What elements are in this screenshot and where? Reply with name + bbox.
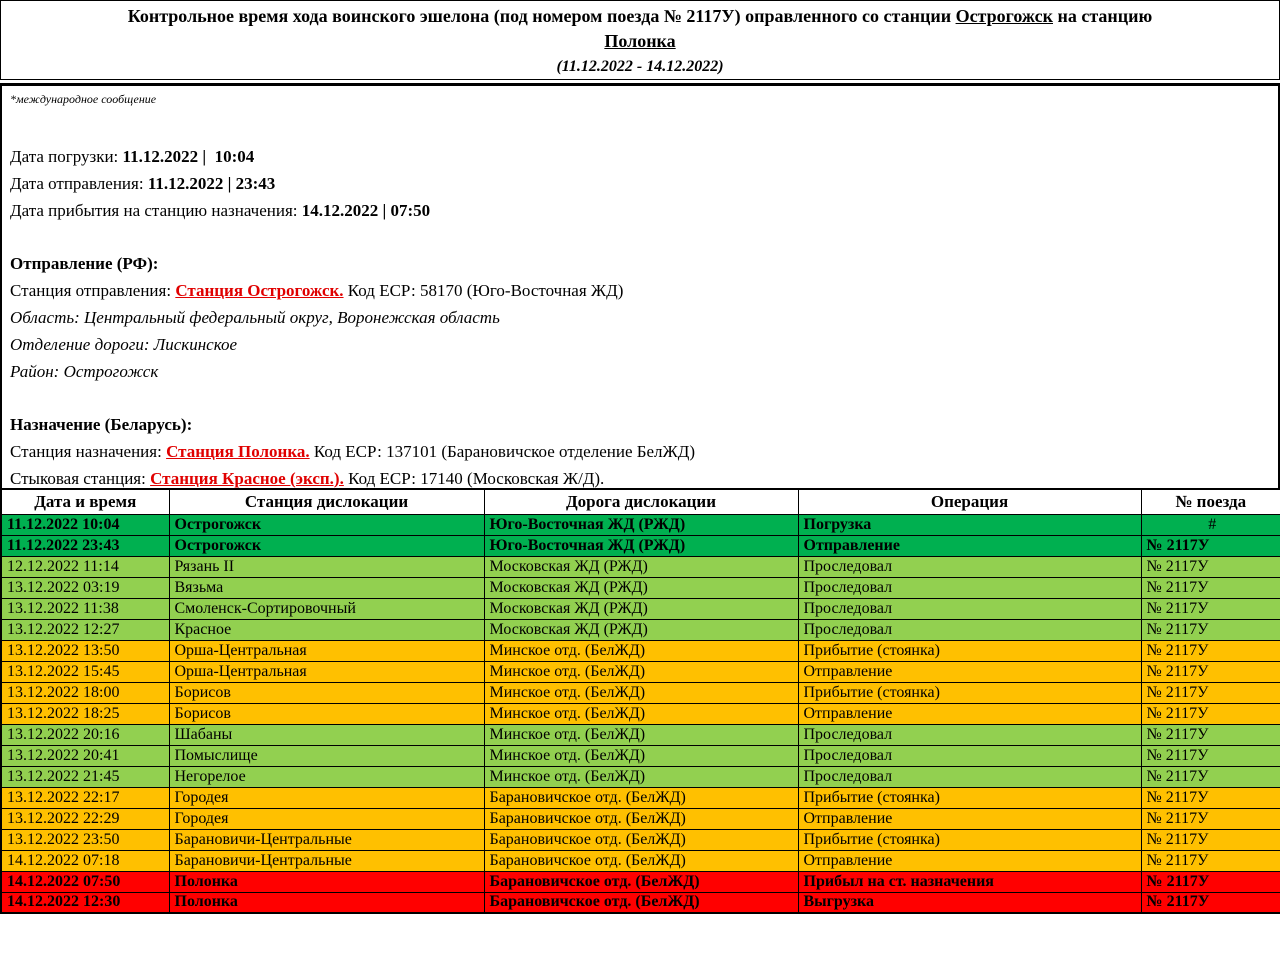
cell-train-number: № 2117У <box>1141 661 1280 682</box>
cell-operation: Прибытие (стоянка) <box>798 829 1141 850</box>
title-text-part2: на станцию <box>1053 6 1153 26</box>
cell-train-number: № 2117У <box>1141 577 1280 598</box>
cell-road: Минское отд. (БелЖД) <box>484 682 798 703</box>
departure-district-line: Район: Острогожск <box>10 362 159 381</box>
cell-train-number: № 2117У <box>1141 787 1280 808</box>
departure-date-label: Дата отправления: <box>10 174 148 193</box>
cell-operation: Прибытие (стоянка) <box>798 682 1141 703</box>
header-operation: Операция <box>798 489 1141 514</box>
destination-station-line <box>10 438 1270 465</box>
departure-region-line: Область: Центральный федеральный округ, Воронежская область <box>10 308 500 327</box>
cell-train-number: № 2117У <box>1141 682 1280 703</box>
header-road: Дорога дислокации <box>484 489 798 514</box>
departure-division-line: Отделение дороги: Лискинское <box>10 335 238 354</box>
destination-section <box>10 411 1270 492</box>
cell-road: Барановичское отд. (БелЖД) <box>484 871 798 892</box>
cell-station: Борисов <box>169 703 484 724</box>
departure-section-heading: Отправление (РФ): <box>10 254 159 273</box>
table-row <box>1 703 1280 724</box>
cell-station: Смоленск-Сортировочный <box>169 598 484 619</box>
junction-station-label: Стыковая станция: <box>10 469 151 488</box>
cell-station: Рязань II <box>169 556 484 577</box>
cell-train-number: № 2117У <box>1141 703 1280 724</box>
cell-station: Полонка <box>169 871 484 892</box>
title-destination-station: Полонка <box>604 31 676 51</box>
cell-train-number: № 2117У <box>1141 745 1280 766</box>
cell-road: Барановичское отд. (БелЖД) <box>484 892 798 913</box>
document-title-block <box>0 0 1280 80</box>
dislocation-table <box>0 488 1280 914</box>
departure-section <box>10 250 1270 385</box>
table-header-row <box>1 489 1280 514</box>
table-row <box>1 535 1280 556</box>
cell-station: Городея <box>169 808 484 829</box>
cell-datetime: 14.12.2022 07:18 <box>1 850 169 871</box>
table-row <box>1 640 1280 661</box>
cell-road: Юго-Восточная ЖД (РЖД) <box>484 514 798 535</box>
cell-station: Вязьма <box>169 577 484 598</box>
cell-station: Красное <box>169 619 484 640</box>
cell-station: Борисов <box>169 682 484 703</box>
cell-station: Острогожск <box>169 535 484 556</box>
cell-train-number: # <box>1141 514 1280 535</box>
departure-station-rest: Код ЕСР: 58170 (Юго-Восточная ЖД) <box>343 281 624 300</box>
table-row <box>1 871 1280 892</box>
cell-road: Минское отд. (БелЖД) <box>484 724 798 745</box>
cell-road: Минское отд. (БелЖД) <box>484 640 798 661</box>
cell-road: Минское отд. (БелЖД) <box>484 661 798 682</box>
table-body <box>1 514 1280 913</box>
cell-road: Московская ЖД (РЖД) <box>484 577 798 598</box>
cell-operation: Отправление <box>798 808 1141 829</box>
cell-station: Острогожск <box>169 514 484 535</box>
departure-date-line <box>10 170 1270 197</box>
destination-section-heading: Назначение (Беларусь): <box>10 415 193 434</box>
arrival-date-value: 14.12.2022 | 07:50 <box>301 201 431 220</box>
departure-station-line <box>10 277 1270 304</box>
header-datetime: Дата и время <box>1 489 169 514</box>
loading-date-line <box>10 143 1270 170</box>
cell-station: Шабаны <box>169 724 484 745</box>
cell-train-number: № 2117У <box>1141 556 1280 577</box>
cell-road: Барановичское отд. (БелЖД) <box>484 850 798 871</box>
table-row <box>1 787 1280 808</box>
header-station: Станция дислокации <box>169 489 484 514</box>
table-row <box>1 808 1280 829</box>
cell-operation: Прибытие (стоянка) <box>798 787 1141 808</box>
cell-datetime: 13.12.2022 20:41 <box>1 745 169 766</box>
table-row <box>1 892 1280 913</box>
cell-datetime: 14.12.2022 12:30 <box>1 892 169 913</box>
cell-station: Орша-Центральная <box>169 661 484 682</box>
loading-date-value: 11.12.2022 | 10:04 <box>122 147 255 166</box>
cell-road: Московская ЖД (РЖД) <box>484 598 798 619</box>
table-row <box>1 850 1280 871</box>
cell-datetime: 13.12.2022 13:50 <box>1 640 169 661</box>
cell-datetime: 13.12.2022 11:38 <box>1 598 169 619</box>
cell-station: Барановичи-Центральные <box>169 850 484 871</box>
key-dates-block <box>10 143 1270 224</box>
cell-operation: Проследовал <box>798 598 1141 619</box>
cell-road: Московская ЖД (РЖД) <box>484 556 798 577</box>
destination-station-link[interactable]: Станция Полонка. <box>166 442 310 461</box>
cell-station: Помыслище <box>169 745 484 766</box>
cell-datetime: 11.12.2022 23:43 <box>1 535 169 556</box>
cell-road: Барановичское отд. (БелЖД) <box>484 787 798 808</box>
cell-operation: Проследовал <box>798 766 1141 787</box>
table-row <box>1 598 1280 619</box>
cell-operation: Проследовал <box>798 724 1141 745</box>
cell-datetime: 13.12.2022 18:25 <box>1 703 169 724</box>
international-note: *международное сообщение <box>10 92 157 106</box>
destination-station-rest: Код ЕСР: 137101 (Барановичское отделение БелЖД) <box>309 442 696 461</box>
cell-road: Барановичское отд. (БелЖД) <box>484 829 798 850</box>
table-row <box>1 661 1280 682</box>
cell-operation: Выгрузка <box>798 892 1141 913</box>
cell-train-number: № 2117У <box>1141 640 1280 661</box>
cell-train-number: № 2117У <box>1141 598 1280 619</box>
table-row <box>1 724 1280 745</box>
title-destination-line <box>11 29 1269 54</box>
cell-train-number: № 2117У <box>1141 871 1280 892</box>
cell-operation: Отправление <box>798 703 1141 724</box>
departure-station-label: Станция отправления: <box>10 281 176 300</box>
junction-station-rest: Код ЕСР: 17140 (Московская Ж/Д). <box>343 469 605 488</box>
cell-operation: Отправление <box>798 850 1141 871</box>
cell-station: Городея <box>169 787 484 808</box>
cell-datetime: 11.12.2022 10:04 <box>1 514 169 535</box>
cell-road: Минское отд. (БелЖД) <box>484 703 798 724</box>
cell-road: Минское отд. (БелЖД) <box>484 745 798 766</box>
cell-road: Юго-Восточная ЖД (РЖД) <box>484 535 798 556</box>
cell-operation: Проследовал <box>798 577 1141 598</box>
cell-station: Полонка <box>169 892 484 913</box>
table-row <box>1 514 1280 535</box>
title-line-main <box>11 4 1269 29</box>
cell-operation: Прибыл на ст. назначения <box>798 871 1141 892</box>
cell-road: Московская ЖД (РЖД) <box>484 619 798 640</box>
table-row <box>1 745 1280 766</box>
title-period: (11.12.2022 - 14.12.2022) <box>556 58 724 75</box>
cell-datetime: 13.12.2022 12:27 <box>1 619 169 640</box>
junction-station-link[interactable]: Станция Красное (эксп.). <box>150 469 344 488</box>
cell-train-number: № 2117У <box>1141 766 1280 787</box>
cell-datetime: 13.12.2022 22:17 <box>1 787 169 808</box>
cell-datetime: 13.12.2022 15:45 <box>1 661 169 682</box>
cell-datetime: 13.12.2022 21:45 <box>1 766 169 787</box>
cell-datetime: 13.12.2022 22:29 <box>1 808 169 829</box>
cell-operation: Отправление <box>798 535 1141 556</box>
cell-train-number: № 2117У <box>1141 619 1280 640</box>
table-row <box>1 577 1280 598</box>
arrival-date-line <box>10 197 1270 224</box>
cell-train-number: № 2117У <box>1141 850 1280 871</box>
document-body-block <box>0 83 1280 488</box>
destination-station-label: Станция назначения: <box>10 442 167 461</box>
header-train-number: № поезда <box>1141 489 1280 514</box>
departure-station-link[interactable]: Станция Острогожск. <box>175 281 344 300</box>
loading-date-label: Дата погрузки: <box>10 147 123 166</box>
cell-station: Орша-Центральная <box>169 640 484 661</box>
cell-operation: Проследовал <box>798 745 1141 766</box>
cell-station: Барановичи-Центральные <box>169 829 484 850</box>
cell-train-number: № 2117У <box>1141 808 1280 829</box>
cell-train-number: № 2117У <box>1141 892 1280 913</box>
cell-datetime: 13.12.2022 18:00 <box>1 682 169 703</box>
table-row <box>1 766 1280 787</box>
title-text-part1: Контрольное время хода воинского эшелона (под номером поезда № 2117У) оправленного со станции <box>127 6 956 26</box>
table-row <box>1 682 1280 703</box>
table-row <box>1 619 1280 640</box>
cell-operation: Отправление <box>798 661 1141 682</box>
cell-datetime: 12.12.2022 11:14 <box>1 556 169 577</box>
cell-operation: Проследовал <box>798 556 1141 577</box>
cell-road: Барановичское отд. (БелЖД) <box>484 808 798 829</box>
table-row <box>1 829 1280 850</box>
cell-operation: Прибытие (стоянка) <box>798 640 1141 661</box>
cell-datetime: 13.12.2022 20:16 <box>1 724 169 745</box>
table-row <box>1 556 1280 577</box>
cell-operation: Погрузка <box>798 514 1141 535</box>
title-origin-station: Острогожск <box>955 6 1053 26</box>
cell-road: Минское отд. (БелЖД) <box>484 766 798 787</box>
arrival-date-label: Дата прибытия на станцию назначения: <box>10 201 302 220</box>
cell-train-number: № 2117У <box>1141 724 1280 745</box>
cell-train-number: № 2117У <box>1141 535 1280 556</box>
cell-station: Негорелое <box>169 766 484 787</box>
departure-date-value: 11.12.2022 | 23:43 <box>147 174 276 193</box>
cell-datetime: 13.12.2022 23:50 <box>1 829 169 850</box>
cell-operation: Проследовал <box>798 619 1141 640</box>
cell-datetime: 14.12.2022 07:50 <box>1 871 169 892</box>
cell-datetime: 13.12.2022 03:19 <box>1 577 169 598</box>
cell-train-number: № 2117У <box>1141 829 1280 850</box>
